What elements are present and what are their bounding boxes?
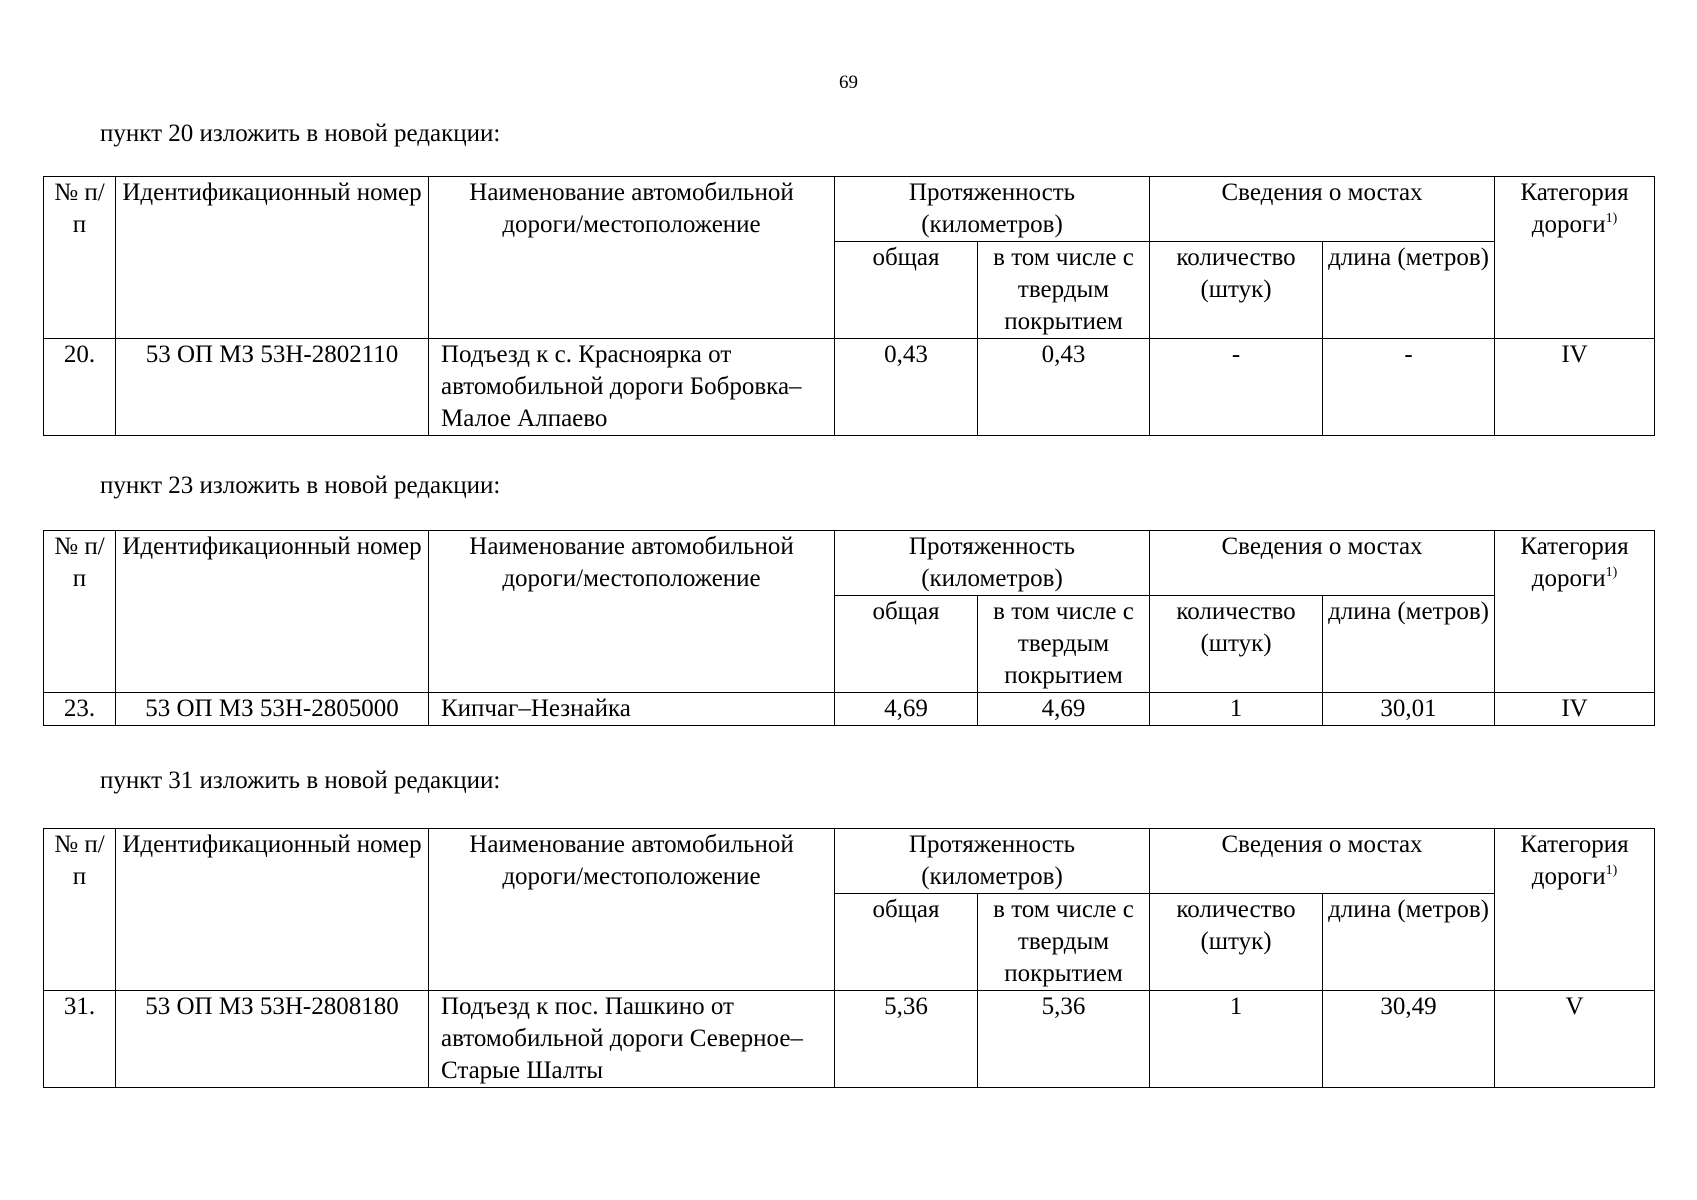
col-num-header: № п/п <box>44 829 116 991</box>
col-length-total-header: общая <box>835 242 978 339</box>
col-length-header: Протяженность (километров) <box>835 531 1150 596</box>
col-bridges-count-header: количество (штук) <box>1150 596 1323 693</box>
page-number: 69 <box>839 72 858 93</box>
row-ident: 53 ОП МЗ 53Н-2802110 <box>116 339 429 436</box>
col-bridges-length-header: длина (метров) <box>1323 894 1495 991</box>
road-table <box>43 828 1655 1088</box>
col-name-header: Наименование автомобильной дороги/местоположение <box>429 177 835 339</box>
row-length-paved: 0,43 <box>978 339 1150 436</box>
footnote-mark: 1) <box>1605 211 1618 226</box>
col-category-header: Категория дороги$^{1)}$ <box>1495 829 1655 991</box>
row-name: Кипчаг–Незнайка <box>429 693 835 726</box>
row-category: V <box>1495 991 1655 1088</box>
col-num-header: № п/п <box>44 531 116 693</box>
row-num: 23. <box>44 693 116 726</box>
col-length-header: Протяженность (километров) <box>835 829 1150 894</box>
row-num: 20. <box>44 339 116 436</box>
row-length-paved: 5,36 <box>978 991 1150 1088</box>
road-table <box>43 176 1655 436</box>
row-name: Подъезд к с. Красноярка от автомобильной дороги Бобровка–Малое Алпаево <box>429 339 835 436</box>
col-category-header: Категория дороги$^{1)}$ <box>1495 177 1655 339</box>
section-intro: пункт 23 изложить в новой редакции: <box>100 472 501 499</box>
col-length-paved-header: в том числе с твердым покрытием <box>978 596 1150 693</box>
table-row <box>44 693 1655 726</box>
col-bridges-header: Сведения о мостах <box>1150 177 1495 242</box>
col-bridges-length-header: длина (метров) <box>1323 596 1495 693</box>
row-length-total: 5,36 <box>835 991 978 1088</box>
row-num: 31. <box>44 991 116 1088</box>
col-ident-header: Идентификационный номер <box>116 531 429 693</box>
row-length-paved: 4,69 <box>978 693 1150 726</box>
col-ident-header: Идентификационный номер <box>116 177 429 339</box>
road-table <box>43 530 1655 726</box>
col-length-total-header: общая <box>835 894 978 991</box>
section-intro: пункт 31 изложить в новой редакции: <box>100 767 501 794</box>
col-length-paved-header: в том числе с твердым покрытием <box>978 894 1150 991</box>
row-category: IV <box>1495 693 1655 726</box>
row-length-total: 0,43 <box>835 339 978 436</box>
col-num-header: № п/п <box>44 177 116 339</box>
col-length-paved-header: в том числе с твердым покрытием <box>978 242 1150 339</box>
col-bridges-header: Сведения о мостах <box>1150 829 1495 894</box>
row-length-total: 4,69 <box>835 693 978 726</box>
col-bridges-count-header: количество (штук) <box>1150 894 1323 991</box>
row-bridges-length: - <box>1323 339 1495 436</box>
row-bridges-count: 1 <box>1150 693 1323 726</box>
footnote-mark: 1) <box>1605 863 1618 878</box>
col-bridges-length-header: длина (метров) <box>1323 242 1495 339</box>
col-ident-header: Идентификационный номер <box>116 829 429 991</box>
col-length-total-header: общая <box>835 596 978 693</box>
row-ident: 53 ОП МЗ 53Н-2808180 <box>116 991 429 1088</box>
row-bridges-length: 30,01 <box>1323 693 1495 726</box>
row-category: IV <box>1495 339 1655 436</box>
col-bridges-count-header: количество (штук) <box>1150 242 1323 339</box>
row-bridges-count: - <box>1150 339 1323 436</box>
section-intro: пункт 20 изложить в новой редакции: <box>100 120 501 147</box>
col-bridges-header: Сведения о мостах <box>1150 531 1495 596</box>
row-bridges-count: 1 <box>1150 991 1323 1088</box>
table-row <box>44 339 1655 436</box>
footnote-mark: 1) <box>1605 565 1618 580</box>
col-length-header: Протяженность (километров) <box>835 177 1150 242</box>
col-name-header: Наименование автомобильной дороги/местоположение <box>429 829 835 991</box>
row-ident: 53 ОП МЗ 53Н-2805000 <box>116 693 429 726</box>
row-name: Подъезд к пос. Пашкино от автомобильной дороги Северное–Старые Шалты <box>429 991 835 1088</box>
col-name-header: Наименование автомобильной дороги/местоположение <box>429 531 835 693</box>
row-bridges-length: 30,49 <box>1323 991 1495 1088</box>
col-category-header: Категория дороги$^{1)}$ <box>1495 531 1655 693</box>
table-row <box>44 991 1655 1088</box>
